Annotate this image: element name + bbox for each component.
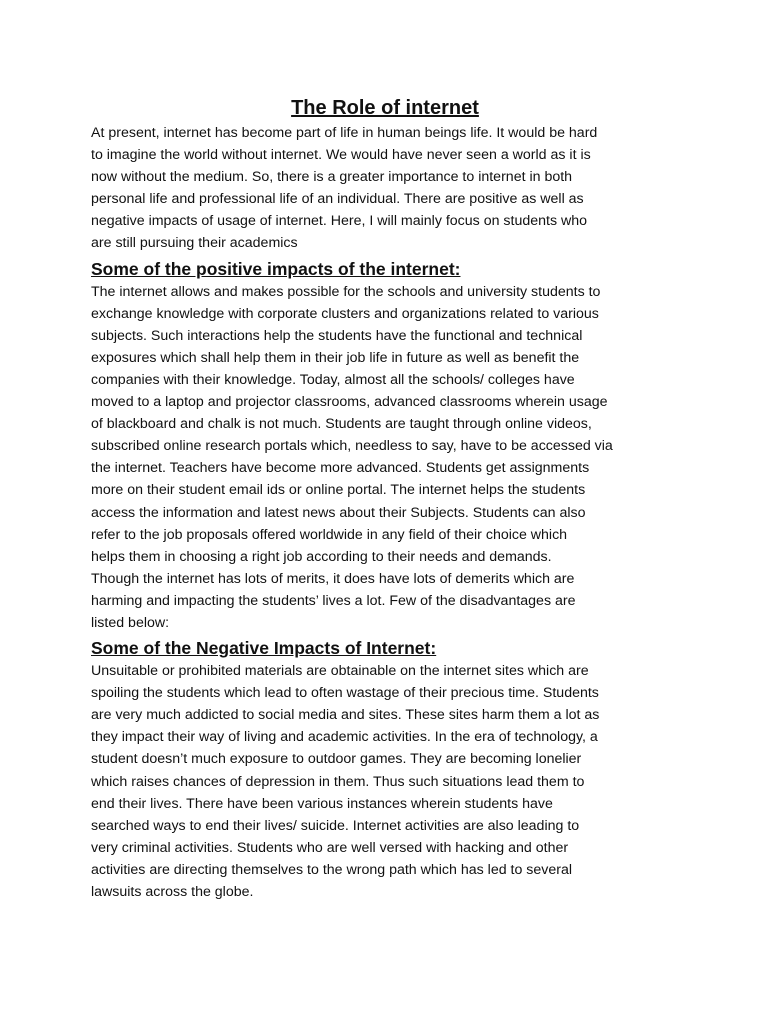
text-line: The internet allows and makes possible for the schools and university students to [91,283,601,300]
text-line: searched ways to end their lives/ suicide. Internet activities are also leading to [91,817,580,834]
text-line: listed below: [91,614,170,631]
text-line: which raises chances of depression in them. Thus such situations lead them to [91,773,585,790]
text-line: they impact their way of living and academic activities. In the era of technology, a [91,729,598,746]
text-line: personal life and professional life of an individual. There are positive as well as [91,191,584,208]
intro-paragraph [91,122,679,255]
text-line: are very much addicted to social media and sites. These sites harm them a lot as [91,707,600,724]
text-line: moved to a laptop and projector classrooms, advanced classrooms wherein usage [91,394,608,411]
text-line: are still pursuing their academics [91,235,298,252]
text-line: At present, internet has become part of life in human beings life. It would be hard [91,125,598,141]
text-line: helps them in choosing a right job according to their needs and demands. [91,548,552,565]
text-line: student doesn’t much exposure to outdoor games. They are becoming lonelier [91,751,582,768]
text-line: the internet. Teachers have become more advanced. Students get assignments [91,460,590,477]
positive-impacts-heading: Some of the positive impacts of the internet: [91,258,461,279]
text-line: spoiling the students which lead to often wastage of their precious time. Students [91,685,599,702]
text-line: lawsuits across the globe. [91,884,254,900]
text-line: negative impacts of usage of internet. Here, I will mainly focus on students who [91,213,588,230]
document-title: The Role of internet [291,97,479,119]
text-line: subscribed online research portals which, needless to say, have to be accessed via [91,438,613,455]
text-line: activities are directing themselves to the wrong path which has led to several [91,861,573,878]
text-line: now without the medium. So, there is a greater importance to internet in both [91,169,573,186]
document-page [91,94,679,903]
text-line: more on their student email ids or online portal. The internet helps the students [91,482,586,499]
positive-impacts-paragraph [91,281,679,635]
text-line: access the information and latest news about their Subjects. Students can also [91,504,586,521]
text-line: end their lives. There have been various instances wherein students have [91,795,553,812]
text-line: refer to the job proposals offered worldwide in any field of their choice which [91,526,568,543]
text-line: subjects. Such interactions help the students have the functional and technical [91,327,583,344]
text-line: exchange knowledge with corporate clusters and organizations related to various [91,305,599,322]
text-line: companies with their knowledge. Today, almost all the schools/ colleges have [91,371,575,388]
negative-impacts-paragraph [91,660,679,903]
text-line: very criminal activities. Students who are well versed with hacking and other [91,839,569,856]
text-line: harming and impacting the students’ lives a lot. Few of the disadvantages are [91,592,576,609]
text-line: of blackboard and chalk is not much. Students are taught through online videos, [91,416,592,433]
text-line: exposures which shall help them in their job life in future as well as benefit the [91,349,580,366]
text-line: to imagine the world without internet. We would have never seen a world as it is [91,147,591,164]
negative-impacts-heading: Some of the Negative Impacts of Internet: [91,638,437,659]
text-line: Unsuitable or prohibited materials are obtainable on the internet sites which are [91,663,589,680]
text-line: Though the internet has lots of merits, it does have lots of demerits which are [91,570,575,587]
